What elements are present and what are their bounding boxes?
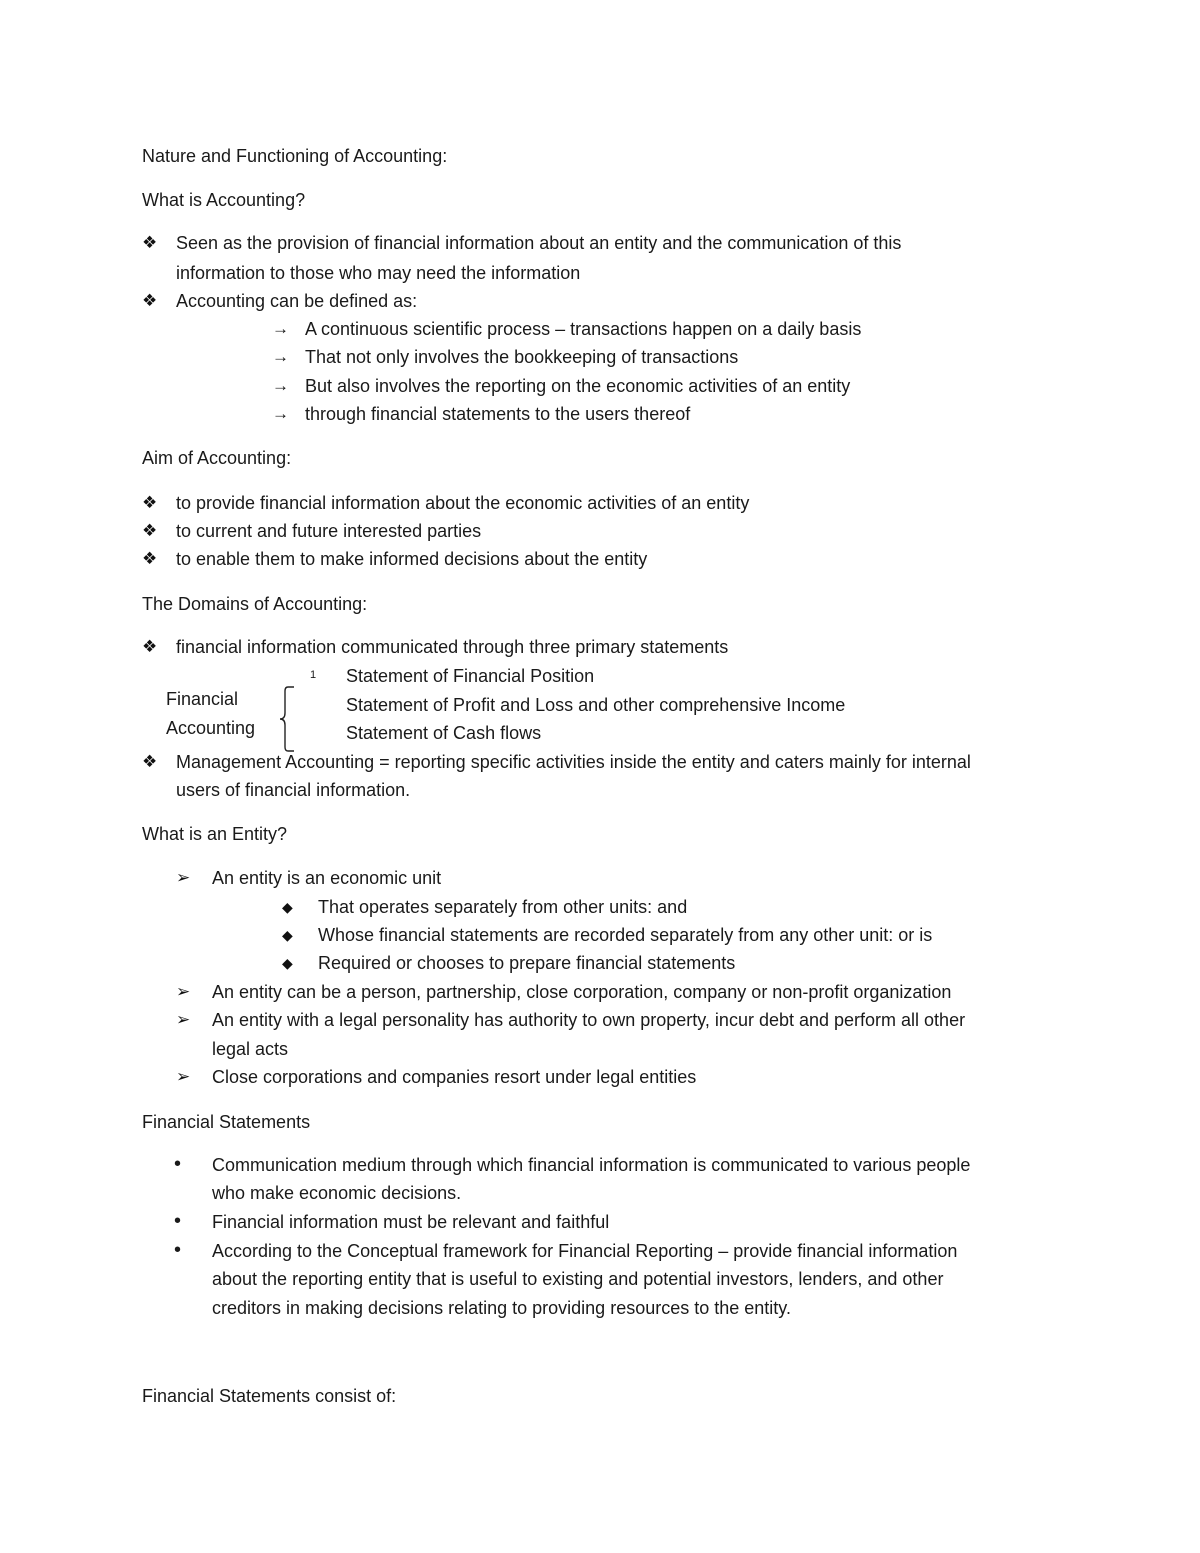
sub-list-item: That operates separately from other units: and xyxy=(318,897,688,917)
list-item-continuation: about the reporting entity that is useful to existing and potential investors, lenders, and other xyxy=(212,1269,944,1289)
list-item-continuation: who make economic decisions. xyxy=(212,1183,462,1203)
list-item: to provide financial information about the economic activities of an entity xyxy=(176,493,750,513)
statement-item: Statement of Profit and Loss and other comprehensive Income xyxy=(346,695,846,715)
list-item-continuation: users of financial information. xyxy=(176,780,411,800)
arrow-list-item: A continuous scientific process – transactions happen on a daily basis xyxy=(305,319,862,339)
list-item: An entity with a legal personality has authority to own property, incur debt and perform all other xyxy=(212,1010,966,1030)
right-arrow-icon: → xyxy=(272,376,289,395)
four-diamond-bullet-icon: ❖ xyxy=(142,521,158,540)
footnote-marker: 1 xyxy=(310,669,317,681)
arrow-list-item: through financial statements to the users thereof xyxy=(305,404,691,424)
list-item: financial information communicated through three primary statements xyxy=(176,637,729,657)
section-heading-nature: Nature and Functioning of Accounting: xyxy=(142,146,448,166)
list-item: Communication medium through which financial information is communicated to various people xyxy=(212,1155,971,1175)
right-arrow-icon: → xyxy=(272,347,289,366)
statement-item: Statement of Cash flows xyxy=(346,723,542,743)
chevron-arrow-icon: ➢ xyxy=(176,1067,191,1086)
list-item: Financial information must be relevant and faithful xyxy=(212,1212,610,1232)
right-arrow-icon: → xyxy=(272,404,289,423)
financial-accounting-label: Financial xyxy=(166,689,239,709)
four-diamond-bullet-icon: ❖ xyxy=(142,291,158,310)
four-diamond-bullet-icon: ❖ xyxy=(142,752,158,771)
arrow-list-item: But also involves the reporting on the economic activities of an entity xyxy=(305,376,851,396)
chevron-arrow-icon: ➢ xyxy=(176,1010,191,1029)
small-diamond-icon: ◆ xyxy=(282,927,293,943)
list-item: According to the Conceptual framework for Financial Reporting – provide financial information xyxy=(212,1241,958,1261)
section-heading-consist-of: Financial Statements consist of: xyxy=(142,1386,397,1406)
dot-bullet-icon: • xyxy=(174,1210,182,1232)
list-item: Management Accounting = reporting specific activities inside the entity and caters mainly for internal xyxy=(176,752,971,772)
right-arrow-icon: → xyxy=(272,319,289,338)
curly-brace-icon xyxy=(278,685,298,753)
arrow-list-item: That not only involves the bookkeeping of transactions xyxy=(305,347,739,367)
small-diamond-icon: ◆ xyxy=(282,955,293,971)
section-heading-financial-statements: Financial Statements xyxy=(142,1112,311,1132)
four-diamond-bullet-icon: ❖ xyxy=(142,493,158,512)
list-item: Seen as the provision of financial information about an entity and the communication of this xyxy=(176,233,902,253)
chevron-arrow-icon: ➢ xyxy=(176,868,191,887)
list-item: An entity is an economic unit xyxy=(212,868,442,888)
section-heading-domains: The Domains of Accounting: xyxy=(142,594,368,614)
section-heading-aim: Aim of Accounting: xyxy=(142,448,292,468)
list-item: An entity can be a person, partnership, close corporation, company or non-profit organization xyxy=(212,982,952,1002)
list-item: Close corporations and companies resort under legal entities xyxy=(212,1067,697,1087)
list-item-continuation: creditors in making decisions relating to providing resources to the entity. xyxy=(212,1298,791,1318)
list-item: to current and future interested parties xyxy=(176,521,482,541)
sub-list-item: Whose financial statements are recorded separately from any other unit: or is xyxy=(318,925,933,945)
list-item-continuation: legal acts xyxy=(212,1039,289,1059)
small-diamond-icon: ◆ xyxy=(282,899,293,915)
list-item: Accounting can be defined as: xyxy=(176,291,418,311)
dot-bullet-icon: • xyxy=(174,1153,182,1175)
chevron-arrow-icon: ➢ xyxy=(176,982,191,1001)
four-diamond-bullet-icon: ❖ xyxy=(142,637,158,656)
statement-item: Statement of Financial Position xyxy=(346,666,595,686)
section-heading-entity: What is an Entity? xyxy=(142,824,288,844)
list-item: to enable them to make informed decisions about the entity xyxy=(176,549,648,569)
four-diamond-bullet-icon: ❖ xyxy=(142,549,158,568)
list-item-continuation: information to those who may need the information xyxy=(176,263,581,283)
sub-list-item: Required or chooses to prepare financial statements xyxy=(318,953,736,973)
subheading-what-is-accounting: What is Accounting? xyxy=(142,190,306,210)
four-diamond-bullet-icon: ❖ xyxy=(142,233,158,252)
dot-bullet-icon: • xyxy=(174,1239,182,1261)
financial-accounting-label: Accounting xyxy=(166,718,256,738)
